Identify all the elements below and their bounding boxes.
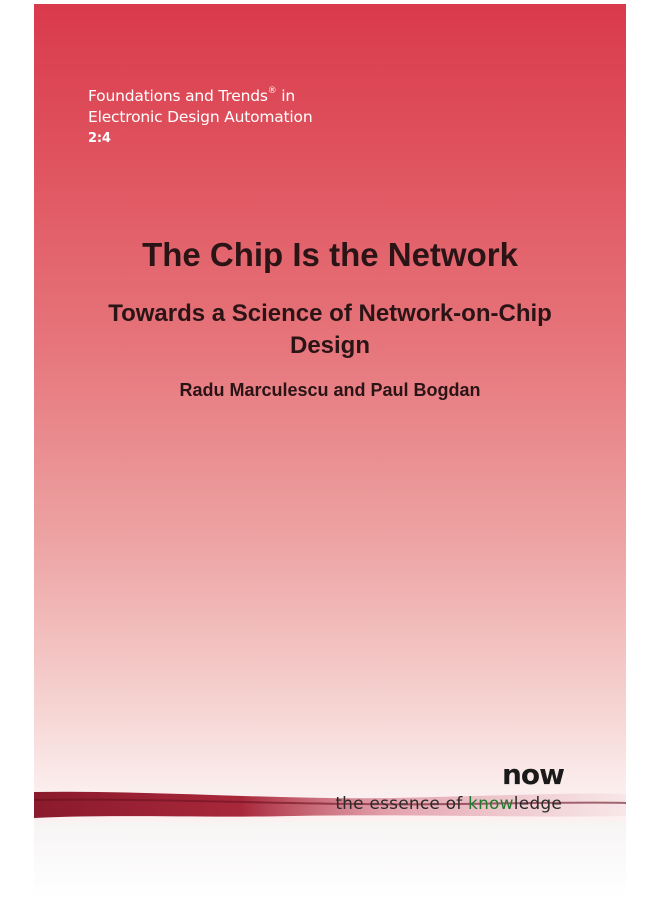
tagline-text-1: the essence of <box>335 794 469 814</box>
book-authors: Radu Marculescu and Paul Bogdan <box>179 380 481 400</box>
cover-bottom <box>34 822 626 898</box>
series-volume-number: 2:4 <box>88 131 111 146</box>
book-title: The Chip Is the Network <box>142 236 518 273</box>
series-name-text: Foundations and Trends <box>88 87 268 105</box>
series-name-line1 <box>88 86 312 107</box>
publisher-tagline <box>335 794 562 814</box>
tagline-text-2: ledge <box>513 794 562 814</box>
series-in-text: in <box>276 87 295 105</box>
series-name-line2: Electronic Design Automation <box>88 108 313 126</box>
series-info <box>88 86 312 149</box>
book-cover <box>34 4 626 898</box>
book-subtitle: Towards a Science of Network-on-Chip Design <box>108 300 552 359</box>
tagline-accent: know <box>468 794 514 814</box>
publisher-logo: now <box>501 758 564 791</box>
registered-mark: ® <box>267 86 277 96</box>
